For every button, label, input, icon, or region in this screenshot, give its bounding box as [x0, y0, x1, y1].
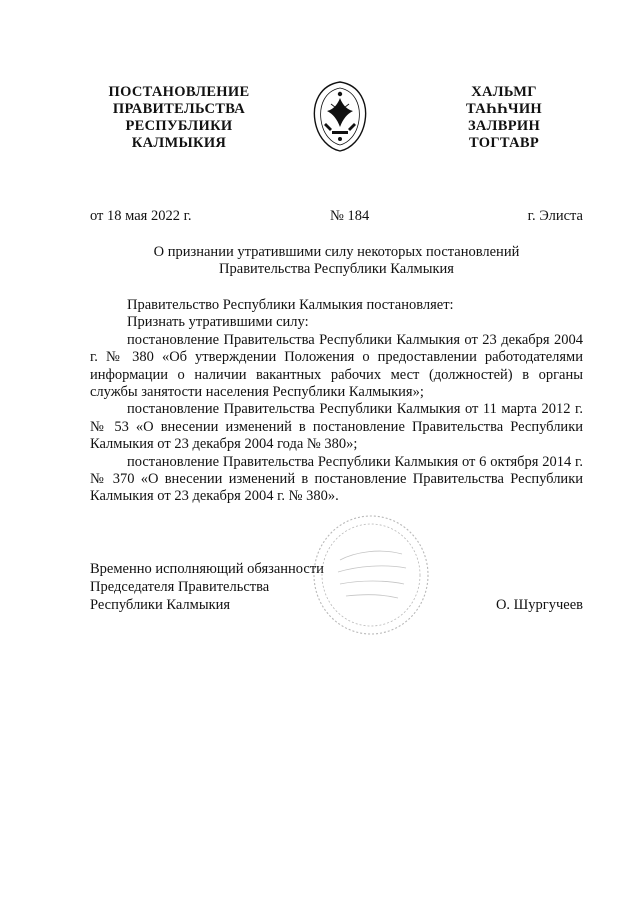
header-right-line: ТОГТАВР: [468, 135, 540, 151]
document-title: [90, 244, 583, 278]
header-left-line: ПОСТАНОВЛЕНИЕ: [108, 84, 250, 100]
body-paragraph: постановление Правительства Республики Калмыкия от 11 марта 2012 г. № 53 «О внесении изменений в постановление Правительства Республики Калмыкия от 23 декабря 2004 года № 380»;: [90, 401, 583, 453]
signatory-position-line: Республики Калмыкия: [90, 597, 231, 613]
header-left-line: РЕСПУБЛИКИ: [125, 118, 233, 134]
body-paragraph: постановление Правительства Республики Калмыкия от 6 октября 2014 г. № 370 «О внесении изменений в постановление Правительства Республики Калмыкия от 23 декабря 2004 г. № 380».: [90, 453, 583, 505]
document-number: № 184: [330, 208, 370, 224]
header-left-line: КАЛМЫКИЯ: [131, 135, 227, 151]
signatory-position-line: Председателя Правительства: [90, 579, 270, 595]
header-left-line: ПРАВИТЕЛЬСТВА: [112, 101, 246, 117]
document-body: [90, 297, 583, 506]
kalmykia-emblem-icon: [306, 77, 374, 155]
signatory-position: [90, 560, 324, 614]
header-right-line: ТАҺҺЧИН: [465, 101, 542, 117]
body-paragraph: постановление Правительства Республики Калмыкия от 23 декабря 2004 г. № 380 «Об утверждении Положения о предоставлении работодателями информации о наличии вакантных рабочих мест (должностей) в органы службы занятости населения Республики Калмыкия»;: [90, 331, 583, 401]
header-left-block: [96, 84, 262, 152]
document-title-line: О признании утратившими силу некоторых постановлений: [153, 244, 520, 260]
document-date: от 18 мая 2022 г.: [90, 208, 192, 224]
document-meta-row: [90, 207, 583, 225]
header-right-line: ХАЛЬМГ: [471, 84, 537, 100]
header-right-block: [452, 84, 556, 152]
document-title-line: Правительства Республики Калмыкия: [219, 261, 454, 277]
faint-official-stamp-icon: [310, 512, 432, 638]
signatory-name: О. Шургучеев: [495, 597, 583, 613]
body-paragraph: Признать утратившими силу:: [127, 314, 309, 331]
body-paragraph: Правительство Республики Калмыкия постановляет:: [127, 297, 454, 313]
signatory-position-line: Временно исполняющий обязанности: [90, 561, 324, 577]
document-city: г. Элиста: [527, 208, 583, 224]
header-right-line: ЗАЛВРИН: [467, 118, 541, 134]
